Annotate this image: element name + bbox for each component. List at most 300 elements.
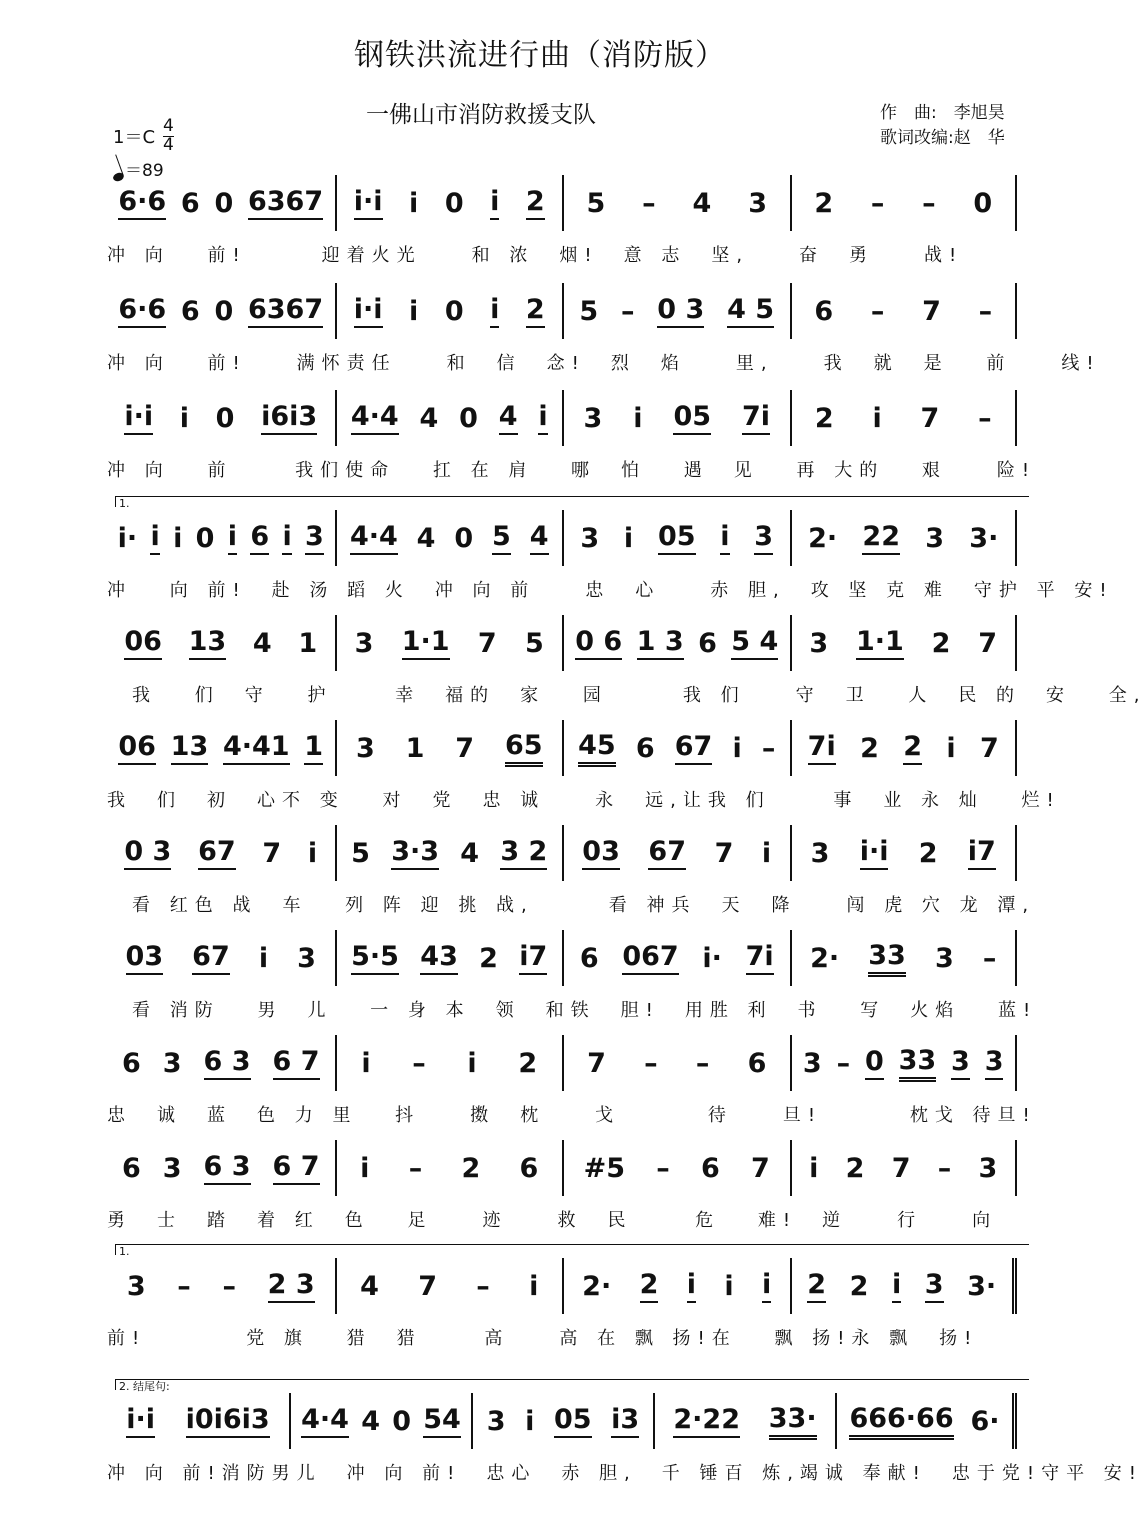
- volta-bracket: 2. 结尾句:: [115, 1379, 1029, 1390]
- note: 2: [640, 1269, 659, 1303]
- measure: [107, 615, 335, 671]
- note: 33: [868, 940, 906, 977]
- note: 05: [658, 521, 696, 555]
- note: 5 4: [731, 626, 778, 660]
- lyrics-line: 冲 向 前! 满怀责任 和 信 念! 烈 焰 里, 我 就 是 前 线!: [107, 353, 1101, 374]
- note: 7i: [742, 401, 770, 435]
- note: –: [222, 1270, 236, 1302]
- note: 2: [526, 294, 545, 328]
- score-system: [107, 175, 1017, 275]
- measure: [471, 1393, 653, 1449]
- note: 7: [477, 627, 497, 659]
- note: 7: [891, 1152, 911, 1184]
- note: 2·: [582, 1270, 612, 1302]
- measure: [335, 390, 563, 446]
- note: 4: [530, 521, 549, 555]
- note: 0: [459, 402, 478, 434]
- lyricist: 歌词改编:赵 华: [880, 128, 1005, 148]
- measure: [562, 615, 790, 671]
- tempo-value: ＝89: [125, 161, 164, 181]
- note: i: [409, 295, 419, 327]
- note: 3: [925, 522, 945, 554]
- note: 3·3: [391, 836, 439, 870]
- measure: [107, 1035, 335, 1091]
- note: 3: [925, 1269, 944, 1303]
- lyrics-line: 前! 党 旗 猎 猎 高 高 在 飘 扬!在 飘 扬!永 飘 扬!: [107, 1328, 979, 1349]
- note: i·i: [860, 836, 889, 870]
- measure: [107, 720, 335, 776]
- measure: [107, 283, 335, 339]
- measure: [562, 1035, 790, 1091]
- note: 0: [214, 187, 234, 219]
- note: i·i: [354, 186, 383, 220]
- note: 2: [461, 1152, 481, 1184]
- note: 45: [578, 730, 616, 767]
- note: 3: [985, 1046, 1004, 1080]
- note: i6i3: [261, 401, 317, 435]
- measure: [107, 825, 335, 881]
- note: 2: [518, 1047, 538, 1079]
- note: 67: [198, 836, 236, 870]
- measure: [335, 283, 563, 339]
- note: –: [408, 1152, 423, 1184]
- note: 3: [297, 942, 316, 974]
- note: 7: [262, 837, 282, 869]
- measure: [335, 175, 563, 231]
- note: 0: [195, 522, 215, 554]
- note: 6: [701, 1152, 720, 1184]
- note: 4: [252, 627, 272, 659]
- note: #5: [583, 1152, 626, 1184]
- note: –: [870, 187, 885, 219]
- music-line: [107, 1140, 1017, 1196]
- music-line: [107, 1393, 1017, 1449]
- note: 6 3: [204, 1151, 251, 1185]
- music-line: [107, 390, 1017, 446]
- note: 4·4: [351, 401, 399, 435]
- note: 3: [583, 402, 603, 434]
- note: 0: [214, 295, 234, 327]
- note: i: [467, 1047, 477, 1079]
- score-system: [107, 720, 1061, 820]
- note: i: [732, 732, 742, 764]
- note: 4: [499, 401, 518, 435]
- note: i: [360, 1152, 370, 1184]
- note: 3: [355, 732, 375, 764]
- note: 7: [751, 1152, 770, 1184]
- note: 65: [505, 730, 543, 767]
- measure: [790, 615, 1018, 671]
- note: –: [656, 1152, 670, 1184]
- note: –: [761, 732, 776, 764]
- measure: [562, 720, 790, 776]
- note: i: [720, 521, 729, 555]
- measure: [107, 390, 335, 446]
- score-system: [107, 825, 1036, 925]
- measure: [335, 825, 563, 881]
- note: 3: [809, 627, 829, 659]
- measure: [107, 930, 335, 986]
- note: i: [361, 1047, 371, 1079]
- music-line: [107, 1035, 1017, 1091]
- note: 0 3: [124, 836, 171, 870]
- note: 5: [492, 521, 511, 555]
- note: 7: [922, 295, 941, 327]
- lyrics-line: 冲 向 前! 赴 汤 蹈 火 冲 向 前 忠 心 赤 胆, 攻 坚 克 难 守护 平 安!: [107, 580, 1114, 601]
- note: 6367: [248, 186, 323, 220]
- note: 6: [635, 732, 655, 764]
- note: 4 5: [727, 294, 774, 328]
- measure: [790, 930, 1018, 986]
- note: 0: [444, 295, 464, 327]
- note: 3 2: [500, 836, 547, 870]
- music-line: [107, 930, 1017, 986]
- note: i: [892, 1269, 901, 1303]
- music-line: [107, 720, 1017, 776]
- key-label: 1＝C: [113, 127, 156, 148]
- song-title: 钢铁洪流进行曲（消防版）: [354, 38, 726, 73]
- credits: [880, 101, 1005, 151]
- note: 0: [973, 187, 993, 219]
- note: i: [872, 402, 882, 434]
- note: 6 7: [273, 1151, 320, 1185]
- measure: [790, 510, 1018, 566]
- note: –: [177, 1270, 191, 1302]
- note: i: [490, 186, 499, 220]
- note: 1: [304, 731, 323, 765]
- note: i: [282, 521, 291, 555]
- note: i: [633, 402, 643, 434]
- volta-bracket: 1.: [115, 496, 1029, 507]
- note: 2: [903, 731, 922, 765]
- note: 4: [361, 1405, 380, 1437]
- lyrics-line: 看 红色 战 车 列 阵 迎 挑 战, 看 神兵 天 降 闯 虎 穴 龙 潭,: [107, 895, 1036, 916]
- note: 13: [189, 626, 227, 660]
- note: 1 3: [637, 626, 684, 660]
- note: i: [946, 732, 956, 764]
- measure: [835, 1393, 1017, 1449]
- measure: [790, 283, 1018, 339]
- measure: [790, 1035, 1018, 1091]
- note: 4: [460, 837, 480, 869]
- score-system: [107, 283, 1101, 383]
- note: i: [409, 187, 419, 219]
- note: 0: [215, 402, 235, 434]
- note: 6: [519, 1152, 539, 1184]
- note: 2: [479, 942, 498, 974]
- note: 3: [305, 521, 324, 555]
- measure: [335, 510, 563, 566]
- note: 1·1: [402, 626, 450, 660]
- note: 03: [582, 836, 620, 870]
- note: i·i: [124, 401, 153, 435]
- music-line: [107, 283, 1017, 339]
- note: i: [179, 402, 189, 434]
- composer: 作 曲: 李旭昊: [880, 103, 1005, 123]
- note: 3·: [969, 522, 999, 554]
- note: 6: [180, 295, 200, 327]
- note: 5: [525, 627, 544, 659]
- measure: [289, 1393, 471, 1449]
- measure: [562, 1140, 790, 1196]
- measure: [107, 1393, 289, 1449]
- note: 7: [714, 837, 734, 869]
- note: 4·41: [223, 731, 290, 765]
- time-top: 4: [163, 116, 174, 136]
- note: 5·5: [351, 941, 399, 975]
- measure: [562, 390, 790, 446]
- music-line: [107, 825, 1017, 881]
- note: 0: [444, 187, 464, 219]
- note: 7: [418, 1270, 438, 1302]
- note: 7: [920, 402, 940, 434]
- note: 0 6: [575, 626, 622, 660]
- note: 4: [360, 1270, 379, 1302]
- note: 2: [807, 1269, 826, 1303]
- note: 43: [420, 941, 458, 975]
- measure: [790, 1140, 1018, 1196]
- note: 3: [354, 627, 374, 659]
- note: 7i: [808, 731, 836, 765]
- note: 6 3: [204, 1046, 251, 1080]
- score-system: [107, 390, 1037, 490]
- note: 6: [814, 295, 834, 327]
- note: i: [228, 521, 237, 555]
- note: –: [978, 295, 993, 327]
- note: 1: [298, 627, 318, 659]
- note: 4: [416, 522, 436, 554]
- measure: [790, 825, 1018, 881]
- measure: [335, 720, 563, 776]
- note: 6·6: [118, 294, 166, 328]
- note: i·i: [354, 294, 383, 328]
- note: 7: [978, 627, 998, 659]
- score-system: [107, 1245, 1017, 1358]
- measure: [335, 1035, 563, 1091]
- lyrics-line: 看 消防 男 儿 一 身 本 领 和铁 胆! 用胜 利 书 写 火焰 蓝!: [107, 1000, 1038, 1021]
- note: –: [642, 187, 656, 219]
- note: 03: [126, 941, 164, 975]
- note: 0 3: [657, 294, 704, 328]
- measure: [653, 1393, 835, 1449]
- note: 13: [171, 731, 209, 765]
- note: i: [150, 521, 159, 555]
- note: 4·4: [301, 1404, 349, 1438]
- note: 2: [845, 1152, 865, 1184]
- note: 54: [423, 1404, 461, 1438]
- note: 2·: [808, 522, 838, 554]
- measure: [107, 1140, 335, 1196]
- note: 2: [814, 402, 834, 434]
- note: 3: [162, 1047, 182, 1079]
- note: 5: [586, 187, 606, 219]
- measure: [335, 1258, 563, 1314]
- note: 5: [351, 837, 370, 869]
- note: –: [836, 1047, 851, 1079]
- note: i: [809, 1152, 819, 1184]
- note: 4·4: [350, 521, 398, 555]
- note: 06: [118, 731, 156, 765]
- subtitle: 一佛山市消防救援支队: [366, 102, 596, 128]
- note: 3: [580, 522, 600, 554]
- note: i: [623, 522, 634, 554]
- note: i3: [611, 1404, 639, 1438]
- measure: [562, 825, 790, 881]
- note: 2·22: [673, 1404, 740, 1438]
- note: i: [538, 401, 547, 435]
- note: 33: [899, 1045, 937, 1082]
- note: 6: [579, 942, 599, 974]
- note: 3: [978, 1152, 998, 1184]
- note: i: [258, 942, 269, 974]
- measure: [335, 1140, 563, 1196]
- note: i: [762, 1269, 771, 1303]
- measure: [335, 930, 563, 986]
- measure: [790, 390, 1018, 446]
- music-line: [107, 510, 1017, 566]
- note: i0i6i3: [186, 1404, 270, 1438]
- note: –: [982, 942, 997, 974]
- note: 6: [180, 187, 200, 219]
- note: 666·66: [849, 1403, 953, 1440]
- note: 0: [392, 1405, 412, 1437]
- note: 0: [454, 522, 474, 554]
- score-system: [107, 930, 1038, 1030]
- note: 7: [980, 732, 999, 764]
- time-bottom: 4: [163, 135, 174, 155]
- score-system: [107, 1380, 1144, 1493]
- note: 3: [754, 521, 773, 555]
- note: 7: [587, 1047, 606, 1079]
- note: 3: [486, 1405, 506, 1437]
- note: 6367: [248, 294, 323, 328]
- note: –: [644, 1047, 658, 1079]
- note: 67: [648, 836, 686, 870]
- volta-bracket: 1.: [115, 1244, 1029, 1255]
- note: i: [490, 294, 499, 328]
- note: i7: [968, 836, 996, 870]
- note: i: [525, 1405, 535, 1437]
- lyrics-line: 我 们 初 心不 变 对 党 忠 诚 永 远,让我 们 事 业 永 灿 烂!: [107, 790, 1061, 811]
- note: i·: [702, 942, 722, 974]
- music-line: [107, 1258, 1017, 1314]
- note: 2 3: [268, 1269, 315, 1303]
- measure: [562, 930, 790, 986]
- note: –: [978, 402, 992, 434]
- note: 67: [675, 731, 713, 765]
- measure: [107, 1258, 335, 1314]
- note: i: [761, 837, 772, 869]
- note: 1·1: [856, 626, 904, 660]
- key-signature: [113, 118, 174, 154]
- note: 7: [455, 732, 475, 764]
- note: –: [695, 1047, 710, 1079]
- note: –: [937, 1152, 952, 1184]
- note: i7: [519, 941, 547, 975]
- note: 2·: [810, 942, 840, 974]
- note: 2: [849, 1270, 869, 1302]
- lyrics-line: 冲 向 前 我们使命 扛 在 肩 哪 怕 遇 见 再 大的 艰 险!: [107, 460, 1037, 481]
- note: 3: [810, 837, 830, 869]
- note: 2: [860, 732, 879, 764]
- note: 6: [250, 521, 269, 555]
- lyrics-line: 我 们 守 护 幸 福的 家 园 我 们 守 卫 人 民 的 安 全,: [107, 685, 1147, 706]
- note: 7i: [746, 941, 774, 975]
- note: 6·6: [118, 186, 166, 220]
- note: 3: [126, 1270, 146, 1302]
- note: i: [724, 1270, 734, 1302]
- note: i: [307, 837, 318, 869]
- measure: [107, 175, 335, 231]
- note: i: [529, 1270, 539, 1302]
- note: 3: [802, 1047, 822, 1079]
- note: 6 7: [273, 1046, 320, 1080]
- note: –: [922, 187, 936, 219]
- note: –: [476, 1270, 490, 1302]
- note: 4: [419, 402, 439, 434]
- score-system: [107, 1140, 1017, 1240]
- note: i: [687, 1269, 696, 1303]
- note: –: [620, 295, 635, 327]
- note: 6: [121, 1047, 141, 1079]
- note: 5: [579, 295, 599, 327]
- score-system: [107, 1035, 1037, 1135]
- note: 22: [862, 521, 900, 555]
- note: 1: [405, 732, 425, 764]
- note: 05: [554, 1404, 592, 1438]
- measure: [790, 720, 1018, 776]
- note: 0: [865, 1046, 884, 1080]
- note: 06: [124, 626, 162, 660]
- note: 4: [692, 187, 712, 219]
- time-signature: [163, 118, 174, 154]
- note: 05: [673, 401, 711, 435]
- measure: [562, 175, 790, 231]
- note: 67: [192, 941, 230, 975]
- note: 2: [931, 627, 951, 659]
- measure: [107, 510, 335, 566]
- measure: [562, 283, 790, 339]
- music-line: [107, 615, 1017, 671]
- note: i·: [117, 522, 138, 554]
- measure: [790, 175, 1018, 231]
- lyrics-line: 忠 诚 蓝 色 力 里 抖 擞 枕 戈 待 旦! 枕戈 待旦!: [107, 1105, 1037, 1126]
- note: 3: [162, 1152, 182, 1184]
- note: 3: [951, 1046, 970, 1080]
- note: i: [173, 522, 183, 554]
- note: 6: [698, 627, 717, 659]
- measure: [790, 1258, 1018, 1314]
- lyrics-line: 勇 士 踏 着 红 色 足 迹 救 民 危 难! 逆 行 向: [107, 1210, 998, 1231]
- note: 6·: [970, 1405, 1000, 1437]
- note: 3: [748, 187, 767, 219]
- note: 33·: [769, 1403, 817, 1440]
- note: 2: [526, 186, 545, 220]
- score-system: [107, 497, 1114, 610]
- measure: [335, 615, 563, 671]
- music-line: [107, 175, 1017, 231]
- measure: [562, 1258, 790, 1314]
- note: 3·: [967, 1270, 997, 1302]
- note: –: [870, 295, 885, 327]
- note: 3: [934, 942, 954, 974]
- lyrics-line: 冲 向 前! 迎着火光 和 浓 烟! 意 志 坚, 奋 勇 战!: [107, 245, 964, 266]
- note: i·i: [126, 1404, 155, 1438]
- measure: [562, 510, 790, 566]
- note: –: [412, 1047, 426, 1079]
- score-system: [107, 615, 1147, 715]
- note: 067: [622, 941, 678, 975]
